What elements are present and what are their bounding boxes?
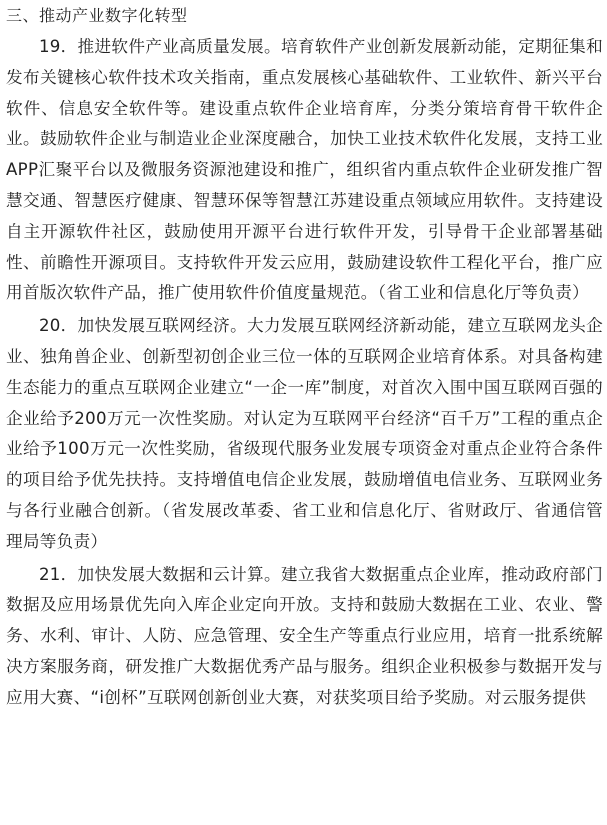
paragraph-number: 20 — [39, 316, 61, 336]
paragraph-text: ．推进软件产业高质量发展。培育软件产业创新发展新动能，定期征集和发布关键核心软件技术攻关指南，重点发展核心基础软件、工业软件、新兴平台软件、信息安全软件等。建设重点软件企业培育库，分类分策培育骨干软件企业。鼓励软件企业与制造业企业深度融合，加快工业技术软件化发展，支持工业APP汇聚平台以及微服务资源池建设和推广，组织省内重点软件企业研发推广智慧交通、智慧医疗健康、智慧环保等智慧江苏建设重点领域应用软件。支持建设自主开源软件社区，鼓励使用开源平台进行软件开发，引导骨干企业部署基础性、前瞻性开源项目。支持软件开发云应用，鼓励建设软件工程化平台，推广应用首版次软件产品，推广使用软件价值度量规范。（省工业和信息化厅等负责） — [6, 37, 603, 303]
paragraph-21 — [6, 560, 603, 714]
paragraph-20 — [6, 311, 603, 557]
paragraph-number: 21 — [39, 564, 61, 584]
section-heading: 三、推动产业数字化转型 — [6, 6, 188, 25]
paragraph-text: ．加快发展大数据和云计算。建立我省大数据重点企业库，推动政府部门数据及应用场景优先向入库企业定向开放。支持和鼓励大数据在工业、农业、警务、水利、审计、人防、应急管理、安全生产等重点行业应用，培育一批系统解决方案服务商，研发推广大数据优秀产品与服务。组织企业积极参与数据开发与应用大赛、“i创杯”互联网创新创业大赛，对获奖项目给予奖励。对云服务提供 — [6, 564, 603, 707]
paragraph-19 — [6, 32, 603, 309]
paragraph-text: ．加快发展互联网经济。大力发展互联网经济新动能，建立互联网龙头企业、独角兽企业、创新型初创企业三位一体的互联网企业培育体系。对具备构建生态能力的重点互联网企业建立“一企一库”制度，对首次入围中国互联网百强的企业给予200万元一次性奖励。对认定为互联网平台经济“百千万”工程的重点企业给予100万元一次性奖励，省级现代服务业发展专项资金对重点企业符合条件的项目给予优先扶持。支持增值电信企业发展，鼓励增值电信业务、互联网业务与各行业融合创新。（省发展改革委、省工业和信息化厅、省财政厅、省通信管理局等负责） — [6, 316, 603, 551]
paragraph-number: 19 — [39, 37, 61, 56]
